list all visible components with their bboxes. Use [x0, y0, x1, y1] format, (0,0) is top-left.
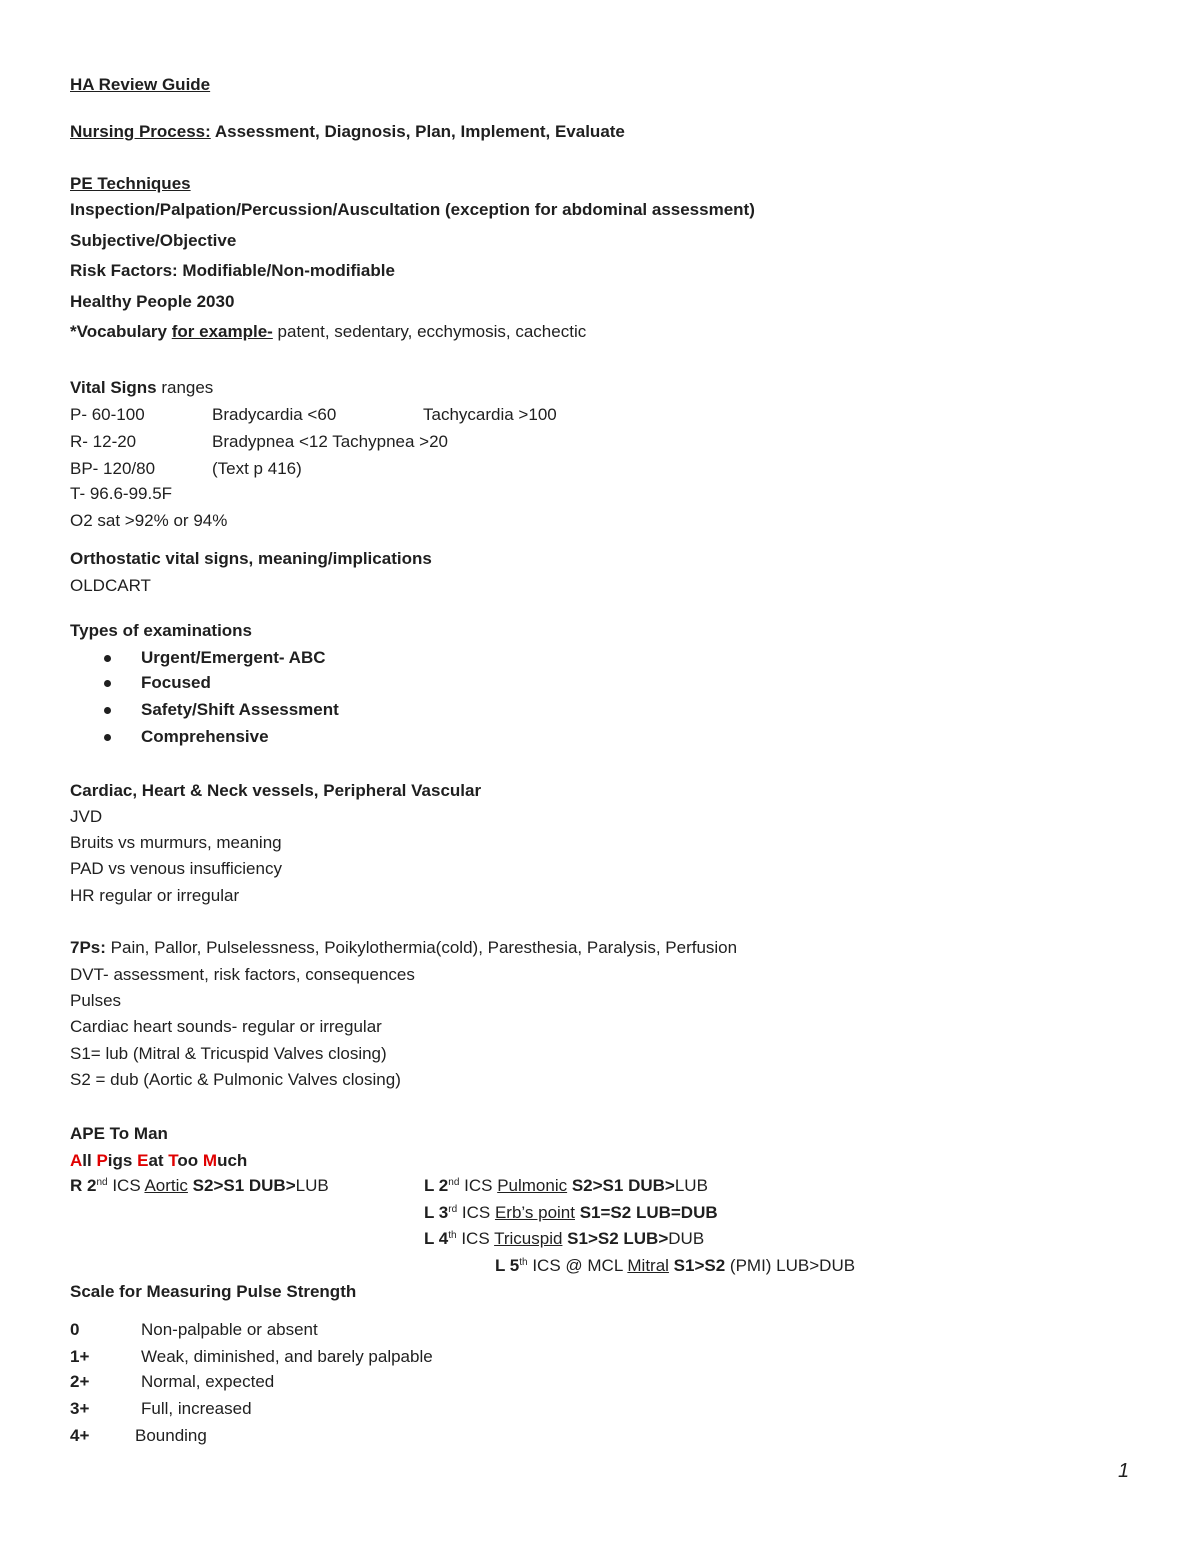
point-rule: S2>S1 DUB>	[567, 1176, 675, 1195]
nursing-process-line	[70, 121, 625, 143]
point-side: L 3	[424, 1203, 449, 1222]
mnemonic-initial: T	[168, 1151, 178, 1170]
point-side: L 2	[424, 1176, 449, 1195]
bullet-icon	[104, 655, 111, 662]
cardiac-heading: Cardiac, Heart & Neck vessels, Peripheral Vascular	[70, 781, 482, 800]
vitals-heading	[70, 377, 213, 399]
cardiac-line: Bruits vs murmurs, meaning	[70, 833, 282, 852]
pe-line: Subjective/Objective	[70, 231, 237, 250]
vitals-heading-rest: ranges	[156, 378, 214, 397]
vitals-row: T- 96.6-99.5F	[70, 484, 173, 503]
pulse-grade: 2+	[70, 1372, 90, 1391]
mnemonic-rest: uch	[217, 1151, 248, 1170]
point-rule: S1=S2 LUB=DUB	[574, 1203, 718, 1222]
point-name: Aortic	[144, 1176, 188, 1195]
mnemonic-rest: ll	[82, 1151, 97, 1170]
point-sup: th	[448, 1230, 457, 1241]
point-sup: rd	[448, 1204, 458, 1215]
sevenps-label: 7Ps:	[70, 938, 106, 957]
pulse-grade: 4+	[70, 1426, 90, 1445]
vitals-cell: Bradypnea <12 Tachypnea >20	[212, 432, 448, 451]
pulse-grade: 3+	[70, 1399, 90, 1418]
vitals-heading-bold: Vital Signs	[70, 378, 157, 397]
vitals-cell: P- 60-100	[70, 405, 145, 424]
exam-type: Urgent/Emergent- ABC	[141, 648, 326, 667]
pulse-scale-heading: Scale for Measuring Pulse Strength	[70, 1282, 357, 1301]
auscultation-point-erbs	[424, 1202, 718, 1224]
cardiac-line: DVT- assessment, risk factors, consequences	[70, 965, 415, 984]
point-side: L 5	[495, 1256, 520, 1275]
pulse-desc: Bounding	[135, 1426, 207, 1445]
bullet-icon	[104, 680, 111, 687]
point-tail: (PMI) LUB>DUB	[729, 1256, 856, 1275]
ape-heading: APE To Man	[70, 1124, 168, 1143]
vocab-example: for example-	[171, 322, 273, 341]
point-ics: ICS	[107, 1176, 145, 1195]
auscultation-point-tricuspid	[424, 1228, 704, 1250]
orthostatic-heading: Orthostatic vital signs, meaning/implications	[70, 549, 432, 568]
bullet-icon	[104, 707, 111, 714]
mnemonic-rest: oo	[177, 1151, 203, 1170]
point-name: Erb’s point	[494, 1203, 575, 1222]
cardiac-line: HR regular or irregular	[70, 886, 240, 905]
point-tail: DUB	[668, 1229, 705, 1248]
nursing-process-text: Assessment, Diagnosis, Plan, Implement, Evaluate	[210, 122, 625, 141]
vitals-cell: (Text p 416)	[212, 459, 302, 478]
vocabulary-line	[70, 321, 586, 343]
auscultation-point-aortic	[70, 1175, 329, 1197]
vitals-cell: R- 12-20	[70, 432, 137, 451]
sevenps-line	[70, 937, 737, 959]
vitals-cell: BP- 120/80	[70, 459, 156, 478]
vocab-star: *Vocabulary	[70, 322, 172, 341]
nursing-process-label: Nursing Process:	[70, 122, 211, 141]
auscultation-point-mitral	[495, 1255, 855, 1277]
ape-mnemonic	[70, 1150, 247, 1172]
point-rule: S2>S1 DUB>	[187, 1176, 296, 1195]
exam-type: Focused	[141, 673, 211, 692]
pulse-desc: Non-palpable or absent	[141, 1320, 318, 1339]
point-tail: LUB	[674, 1176, 708, 1195]
point-sup: nd	[448, 1177, 460, 1188]
pe-line: Inspection/Palpation/Percussion/Auscultation (exception for abdominal assessment)	[70, 200, 755, 219]
point-ics: ICS	[459, 1176, 498, 1195]
point-ics: ICS	[456, 1229, 495, 1248]
cardiac-line: PAD vs venous insufficiency	[70, 859, 282, 878]
pulse-desc: Normal, expected	[141, 1372, 275, 1391]
point-rule: S1>S2 LUB>	[562, 1229, 669, 1248]
mnemonic-initial: E	[137, 1151, 149, 1170]
point-side: L 4	[424, 1229, 449, 1248]
point-side: R 2	[70, 1176, 97, 1195]
cardiac-line: S1= lub (Mitral & Tricuspid Valves closing)	[70, 1044, 387, 1063]
vocab-text: patent, sedentary, ecchymosis, cachectic	[272, 322, 587, 341]
auscultation-point-pulmonic	[424, 1175, 708, 1197]
bullet-icon	[104, 734, 111, 741]
cardiac-line: JVD	[70, 807, 103, 826]
cardiac-line: S2 = dub (Aortic & Pulmonic Valves closing)	[70, 1070, 401, 1089]
point-tail: LUB	[295, 1176, 329, 1195]
cardiac-line: Cardiac heart sounds- regular or irregular	[70, 1017, 382, 1036]
exam-type: Safety/Shift Assessment	[141, 700, 339, 719]
pe-heading: PE Techniques	[70, 174, 191, 193]
mnemonic-initial: P	[96, 1151, 108, 1170]
mnemonic-initial: A	[70, 1151, 83, 1170]
point-name: Tricuspid	[494, 1229, 563, 1248]
vitals-row	[70, 404, 1070, 426]
pulse-desc: Full, increased	[141, 1399, 252, 1418]
point-sup: th	[519, 1257, 528, 1268]
oldcart-text: OLDCART	[70, 576, 151, 595]
pulse-grade: 1+	[70, 1347, 90, 1366]
exam-type: Comprehensive	[141, 727, 269, 746]
vitals-row	[70, 458, 1070, 480]
mnemonic-rest: igs	[107, 1151, 138, 1170]
sevenps-text: Pain, Pallor, Pulselessness, Poikylothermia(cold), Paresthesia, Paralysis, Perfusion	[105, 938, 738, 957]
exams-heading: Types of examinations	[70, 621, 253, 640]
pe-line: Risk Factors: Modifiable/Non-modifiable	[70, 261, 395, 280]
point-ics: ICS	[457, 1203, 495, 1222]
point-name: Mitral	[627, 1256, 669, 1275]
mnemonic-initial: M	[202, 1151, 218, 1170]
vitals-row	[70, 431, 1070, 453]
pulse-grade: 0	[70, 1320, 80, 1339]
pulse-desc: Weak, diminished, and barely palpable	[141, 1347, 433, 1366]
vitals-row: O2 sat >92% or 94%	[70, 511, 228, 530]
vitals-cell: Tachycardia >100	[423, 405, 557, 424]
point-rule: S1>S2	[668, 1256, 730, 1275]
pe-line: Healthy People 2030	[70, 292, 235, 311]
page-title: HA Review Guide	[70, 75, 211, 94]
point-name: Pulmonic	[497, 1176, 568, 1195]
vitals-cell: Bradycardia <60	[212, 405, 337, 424]
mnemonic-rest: at	[148, 1151, 169, 1170]
page-number: 1	[1118, 1460, 1130, 1482]
point-sup: nd	[96, 1177, 108, 1188]
point-ics: ICS @ MCL	[527, 1256, 628, 1275]
cardiac-line: Pulses	[70, 991, 122, 1010]
